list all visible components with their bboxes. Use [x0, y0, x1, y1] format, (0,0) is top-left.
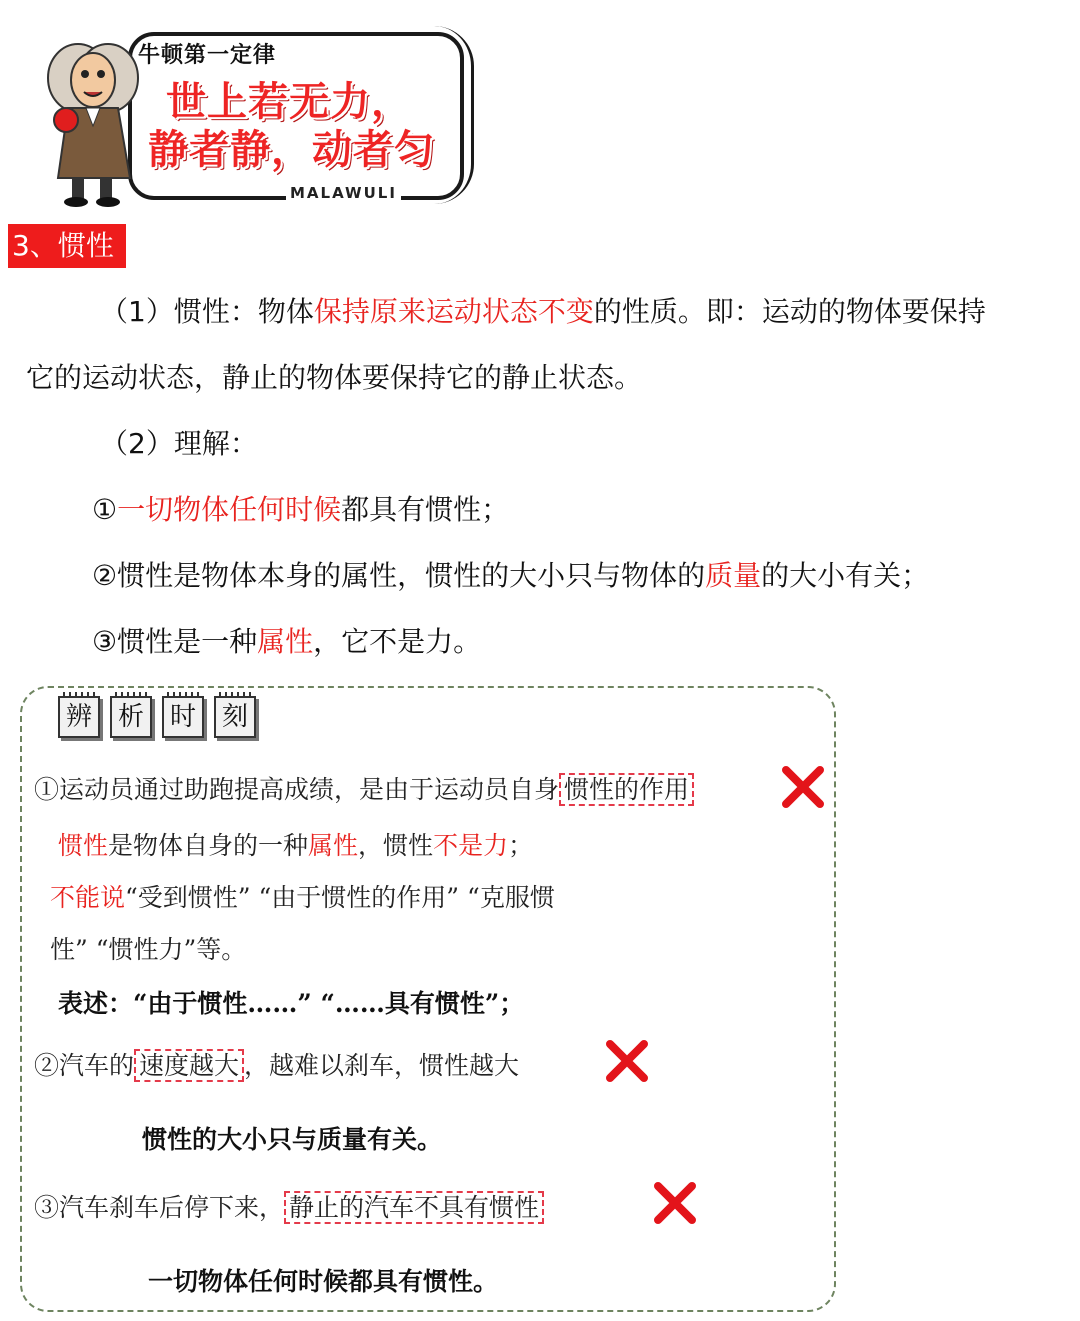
definition-line-1 — [100, 292, 986, 332]
item2-prefix: ②惯性是物体本身的属性，惯性的大小只与物体的 — [92, 559, 706, 592]
understanding-item-3 — [92, 622, 481, 662]
understanding-heading: （2）理解： — [100, 427, 258, 460]
newton-cartoon-icon — [38, 28, 148, 208]
item2-highlight: 质量 — [705, 559, 762, 592]
note-4: 表述：“由于惯性……” “……具有惯性”； — [58, 989, 525, 1018]
banner-headline-2: 静者静，动者匀 — [148, 127, 435, 173]
note1-a: 惯性 — [58, 831, 109, 860]
red-x-icon — [780, 764, 826, 810]
item2-suffix: 的大小有关； — [761, 559, 930, 592]
stamp-char: 时 — [162, 696, 204, 738]
question-3 — [34, 1188, 544, 1224]
banner-brand: MALAWULI — [286, 184, 401, 202]
question-1 — [34, 770, 694, 806]
answer-3: 一切物体任何时候都具有惯性。 — [148, 1267, 499, 1296]
red-x-icon — [652, 1180, 698, 1226]
q2-error-box: 速度越大 — [134, 1049, 244, 1082]
red-x-icon — [604, 1038, 650, 1084]
definition-suffix: 的性质。即：运动的物体要保持 — [593, 295, 986, 328]
understanding-item-1 — [92, 490, 509, 530]
section-title: 3、惯性 — [8, 224, 126, 268]
item1-rest: 都具有惯性； — [341, 493, 510, 526]
q1-error-box: 惯性的作用 — [559, 773, 694, 806]
header-banner — [38, 18, 458, 208]
item3-prefix: ③惯性是一种 — [92, 625, 258, 658]
note-3: 性” “惯性力”等。 — [50, 935, 247, 964]
note-1 — [58, 826, 533, 862]
q1-text: ①运动员通过助跑提高成绩，是由于运动员自身 — [34, 775, 560, 804]
item3-suffix: ，它不是力。 — [313, 625, 482, 658]
definition-line-2: 它的运动状态，静止的物体要保持它的静止状态。 — [26, 361, 643, 394]
item1-number: ① — [92, 493, 118, 526]
analysis-stamp-row — [58, 696, 256, 738]
banner-subtitle: 牛顿第一定律 — [138, 43, 277, 68]
note1-e: 不是力 — [433, 831, 509, 860]
note2-red: 不能说 — [50, 883, 126, 912]
definition-highlight: 保持原来运动状态不变 — [313, 295, 594, 328]
understanding-item-2 — [92, 556, 929, 596]
question-2 — [34, 1046, 519, 1082]
stamp-char: 析 — [110, 696, 152, 738]
note1-b: 是物体自身的一种 — [108, 831, 309, 860]
note1-d: ，惯性 — [358, 831, 434, 860]
q2-post: ，越难以刹车，惯性越大 — [244, 1051, 520, 1080]
note2-rest: “受到惯性” “由于惯性的作用” “克服惯 — [125, 883, 555, 912]
item3-highlight: 属性 — [257, 625, 314, 658]
item1-highlight: 一切物体任何时候 — [117, 493, 342, 526]
q3-pre: ③汽车刹车后停下来， — [34, 1193, 285, 1222]
note1-c: 属性 — [308, 831, 359, 860]
note1-f: ； — [508, 831, 534, 860]
definition-prefix: （1）惯性：物体 — [100, 295, 314, 328]
q3-error-box: 静止的汽车不具有惯性 — [284, 1191, 544, 1224]
q2-pre: ②汽车的 — [34, 1051, 135, 1080]
answer-2: 惯性的大小只与质量有关。 — [142, 1125, 443, 1154]
banner-headline-1: 世上若无力， — [166, 79, 412, 125]
stamp-char: 刻 — [214, 696, 256, 738]
stamp-char: 辨 — [58, 696, 100, 738]
note-2 — [50, 878, 555, 914]
